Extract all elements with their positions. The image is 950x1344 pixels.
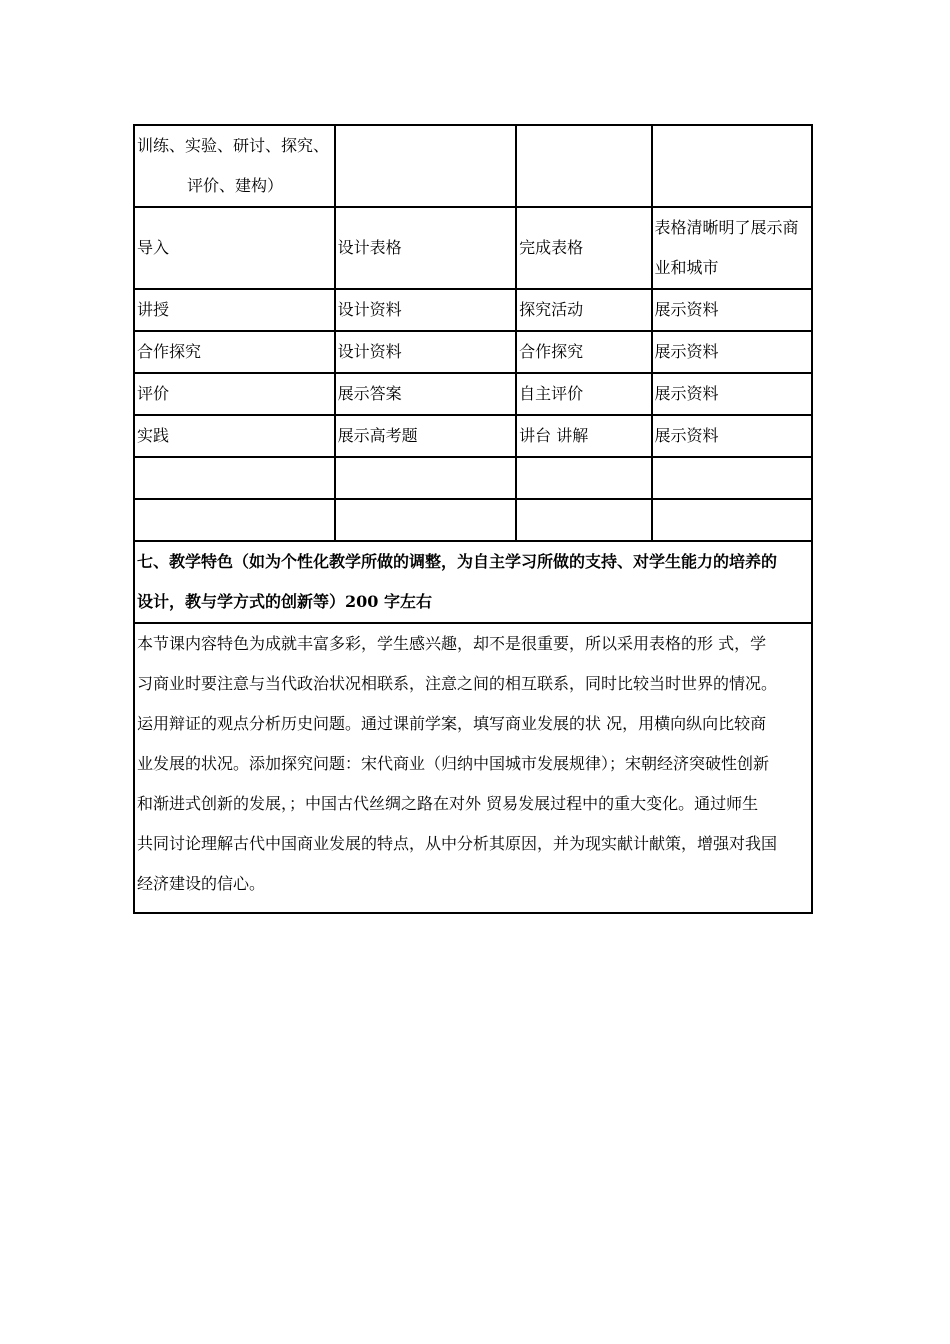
table-cell: 实践 [134, 415, 335, 457]
table-cell [652, 457, 813, 499]
table-row [134, 289, 812, 331]
table-row [134, 207, 812, 289]
table-row [134, 415, 812, 457]
table-cell: 讲台 讲解 [516, 415, 651, 457]
table-cell: 自主评价 [516, 373, 651, 415]
header-cell-activity-types [134, 125, 335, 207]
section-7-heading [134, 541, 812, 623]
table-cell [134, 499, 335, 541]
body-line: 业发展的状况。添加探究问题：宋代商业（归纳中国城市发展规律）；宋朝经济突破性创新 [137, 754, 770, 773]
table-cell [335, 499, 517, 541]
table-row [134, 373, 812, 415]
body-line: 经济建设的信心。 [137, 874, 266, 893]
table-cell: 展示高考题 [335, 415, 517, 457]
header-line-1: 训练、实验、研讨、探究、 [137, 136, 330, 155]
table-cell [652, 207, 813, 289]
section-7-body-row [134, 623, 812, 913]
table-row [134, 331, 812, 373]
body-line: 本节课内容特色为成就丰富多彩，学生感兴趣，却不是很重要，所以采用表格的形 式，学 [137, 634, 767, 653]
teaching-process-table [133, 124, 813, 914]
body-line: 和渐进式创新的发展，；中国古代丝绸之路在对外 贸易发展过程中的重大变化。通过师生 [137, 794, 759, 813]
table-row-empty [134, 457, 812, 499]
cell-line: 表格清晰明了展示商 [654, 218, 799, 237]
cell-line: 业和城市 [654, 258, 719, 277]
header-cell-2 [335, 125, 517, 207]
table-cell: 设计资料 [335, 331, 517, 373]
header-line-2: 评价、建构） [187, 176, 284, 195]
table-cell: 合作探究 [516, 331, 651, 373]
table-cell: 导入 [134, 207, 335, 289]
table-cell: 展示答案 [335, 373, 517, 415]
header-cell-4 [652, 125, 813, 207]
body-line: 共同讨论理解古代中国商业发展的特点，从中分析其原因，并为现实献计献策，增强对我国 [137, 834, 778, 853]
section-7-body [134, 623, 812, 913]
body-line: 运用辩证的观点分析历史问题。通过课前学案，填写商业发展的状 况，用横向纵向比较商 [137, 714, 767, 733]
table-header-row [134, 125, 812, 207]
lesson-plan-sheet [133, 124, 813, 914]
table-row-empty [134, 499, 812, 541]
table-cell: 设计表格 [335, 207, 517, 289]
table-cell: 展示资料 [652, 289, 813, 331]
table-cell: 展示资料 [652, 415, 813, 457]
header-cell-3 [516, 125, 651, 207]
table-cell: 完成表格 [516, 207, 651, 289]
section-7-heading-row [134, 541, 812, 623]
table-cell: 评价 [134, 373, 335, 415]
table-cell [652, 499, 813, 541]
table-cell [516, 499, 651, 541]
table-cell: 探究活动 [516, 289, 651, 331]
table-cell: 展示资料 [652, 373, 813, 415]
table-cell: 展示资料 [652, 331, 813, 373]
table-cell: 合作探究 [134, 331, 335, 373]
section-7-title-line-2: 设计，教与学方式的创新等）200 字左右 [137, 592, 432, 611]
table-cell [516, 457, 651, 499]
table-cell [134, 457, 335, 499]
table-cell: 设计资料 [335, 289, 517, 331]
section-7-title-line-1: 七、教学特色（如为个性化教学所做的调整，为自主学习所做的支持、对学生能力的培养的 [137, 552, 778, 571]
table-cell: 讲授 [134, 289, 335, 331]
body-line: 习商业时要注意与当代政治状况相联系，注意之间的相互联系，同时比较当时世界的情况。 [137, 674, 778, 693]
table-cell [335, 457, 517, 499]
